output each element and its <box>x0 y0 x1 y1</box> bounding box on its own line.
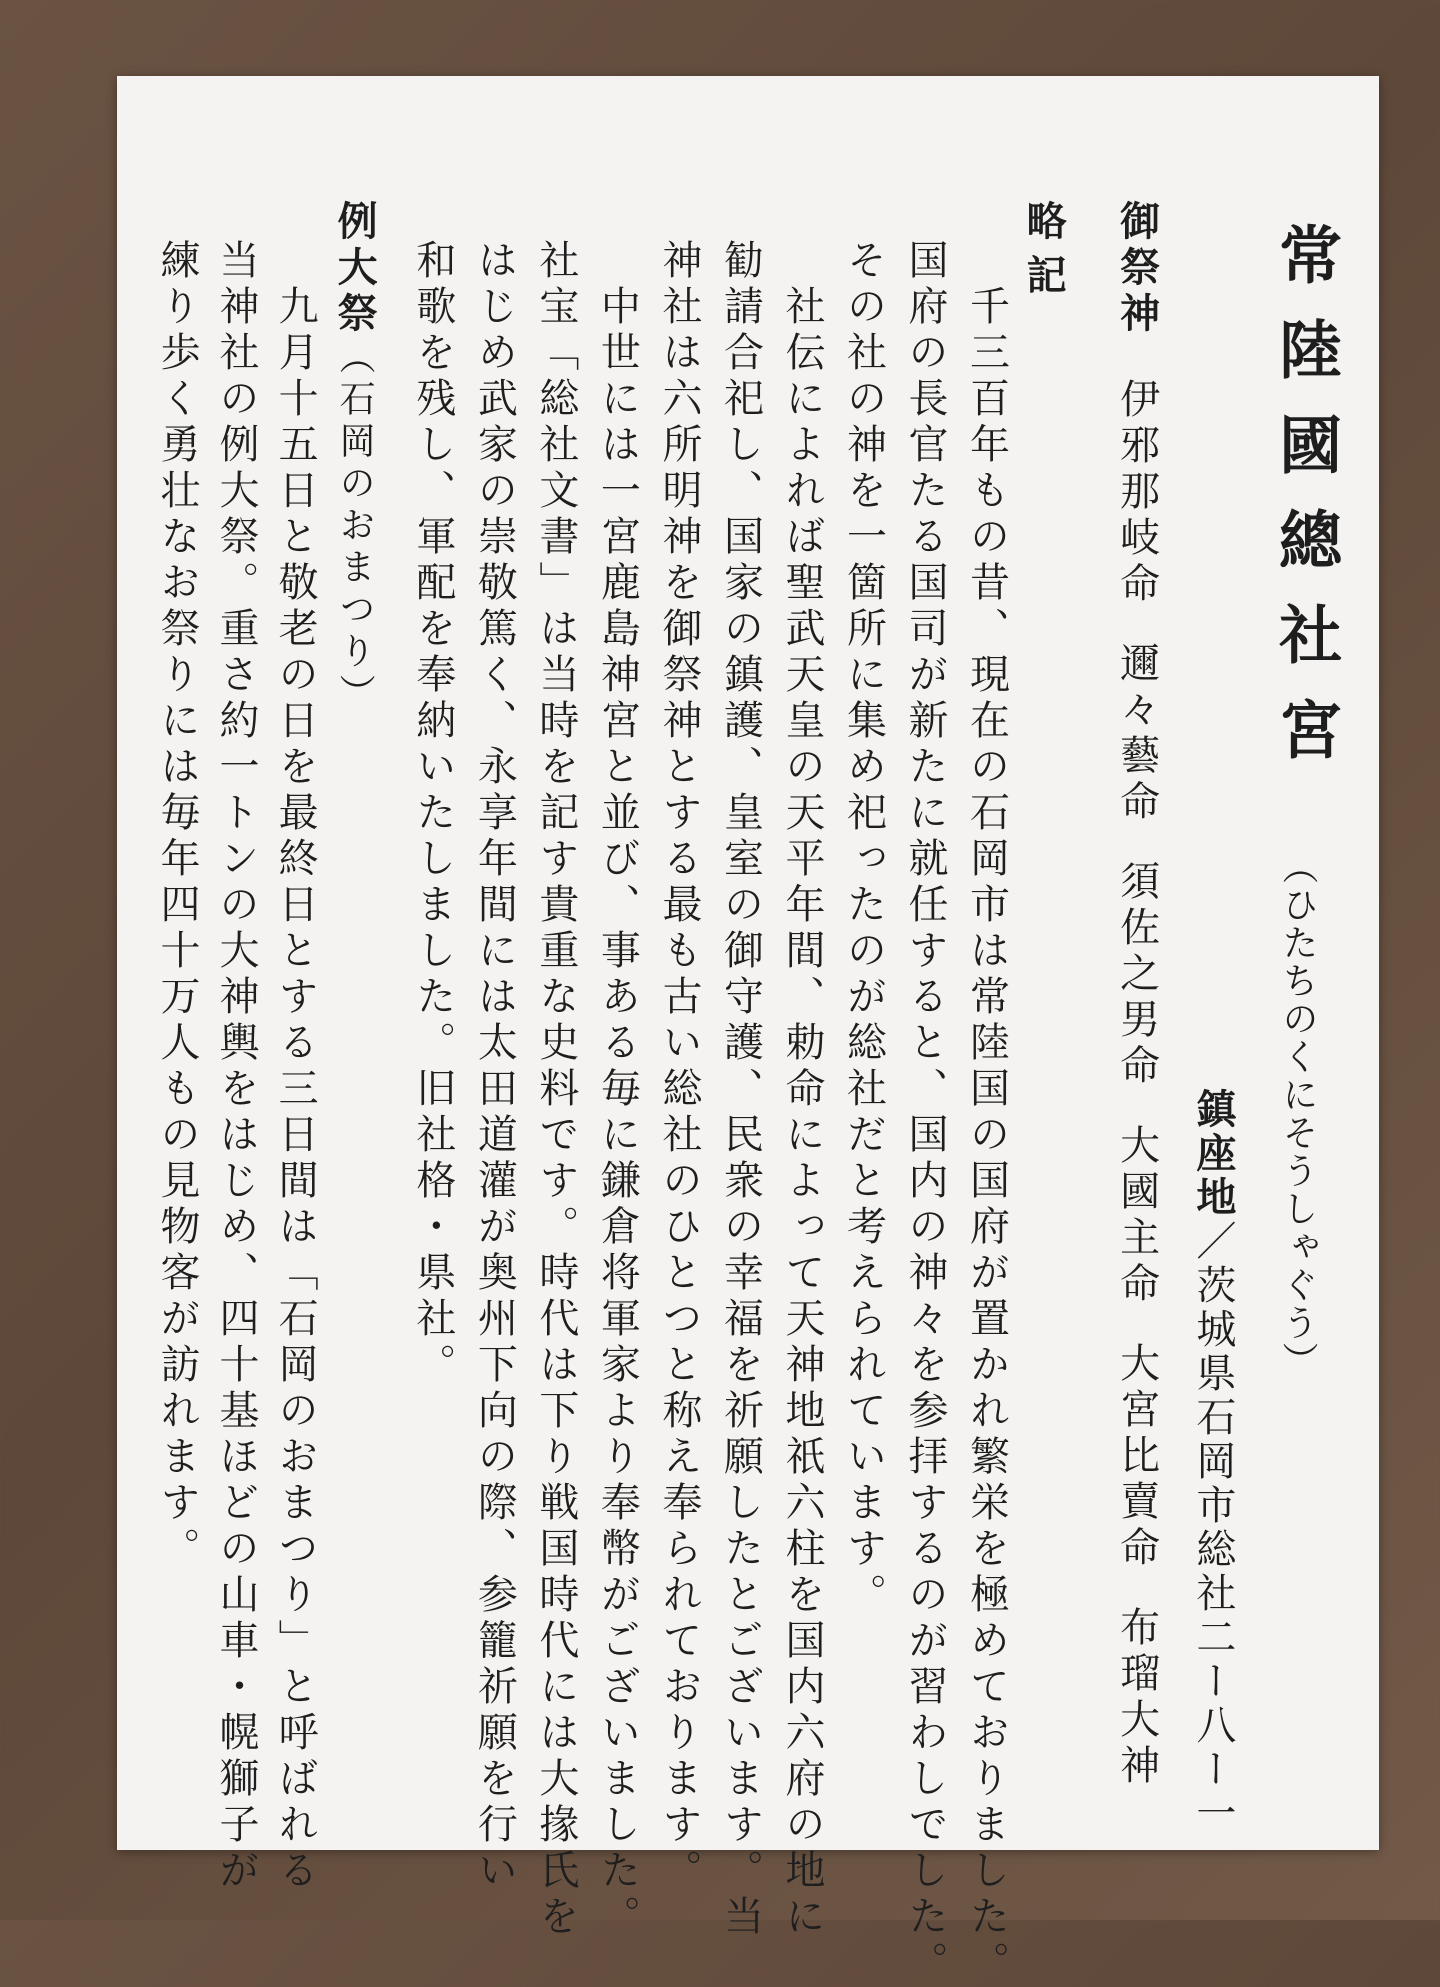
festival-heading-line <box>331 200 379 716</box>
history-line: はじめ武家の崇敬篤く、永享年間には太田道灌が奥州下向の際、参籠祈願を行い <box>471 239 518 1895</box>
deity-name: 布瑠大神 <box>1113 1606 1160 1790</box>
shrine-address <box>1189 1088 1237 1836</box>
history-line: その社の神を一箇所に集め祀ったのが総社だと考えられています。 <box>840 239 887 1619</box>
shrine-reading: （ひたちのくにそうしゃぐう） <box>1277 848 1318 1380</box>
address-value: 茨城県石岡市総社二ー八ー一 <box>1189 1264 1236 1836</box>
address-separator: ／ <box>1189 1220 1236 1264</box>
shrine-title: 常陸國總社宮 <box>1269 222 1344 792</box>
deity-name: 須佐之男命 <box>1113 860 1160 1090</box>
history-line: 勧請合祀し、国家の鎮護、皇室の御守護、民衆の幸福を祈願したとございます。当 <box>717 239 764 1941</box>
history-line: 和歌を残し、軍配を奉納いたしました。旧社格・県社。 <box>409 239 456 1389</box>
history-line: 社伝によれば聖武天皇の天平年間、勅命によって天神地祇六柱を国内六府の地に <box>778 239 825 1941</box>
festival-heading: 例大祭 <box>331 200 379 338</box>
deity-name: 邇々藝命 <box>1113 642 1160 826</box>
festival-subtitle: （石岡のおまつり） <box>334 338 376 716</box>
history-line: 神社は六所明神を御祭神とする最も古い総社のひとつと称え奉られております。 <box>655 239 702 1895</box>
deity-name: 伊邪那岐命 <box>1113 378 1160 608</box>
history-line: 社宝「総社文書」は当時を記す貴重な史料です。時代は下り戦国時代には大掾氏を <box>532 239 579 1941</box>
history-line: 千三百年もの昔、現在の石岡市は常陸国の国府が置かれ繁栄を極めておりました。 <box>963 239 1010 1987</box>
festival-line: 練り歩く勇壮なお祭りには毎年四十万人もの見物客が訪れます。 <box>154 239 200 1573</box>
festival-line: 当神社の例大祭。重さ約一トンの大神輿をはじめ、四十基ほどの山車・幌獅子が <box>213 239 260 1895</box>
deities-heading: 御祭神 <box>1113 200 1161 338</box>
history-heading: 略記 <box>1020 200 1068 308</box>
deity-name: 大國主命 <box>1113 1124 1160 1308</box>
shrine-info-card <box>117 76 1379 1987</box>
festival-line: 九月十五日と敬老の日を最終日とする三日間は「石岡のおまつり」と呼ばれる <box>272 239 319 1895</box>
deity-name: 大宮比賣命 <box>1113 1342 1160 1572</box>
history-line: 国府の長官たる国司が新たに就任すると、国内の神々を参拝するのが習わしでした。 <box>902 239 948 1987</box>
address-label: 鎮座地 <box>1189 1088 1237 1220</box>
deities-line <box>1113 200 1161 1790</box>
history-line: 中世には一宮鹿島神宮と並び、事ある毎に鎌倉将軍家より奉幣がございました。 <box>594 239 641 1941</box>
